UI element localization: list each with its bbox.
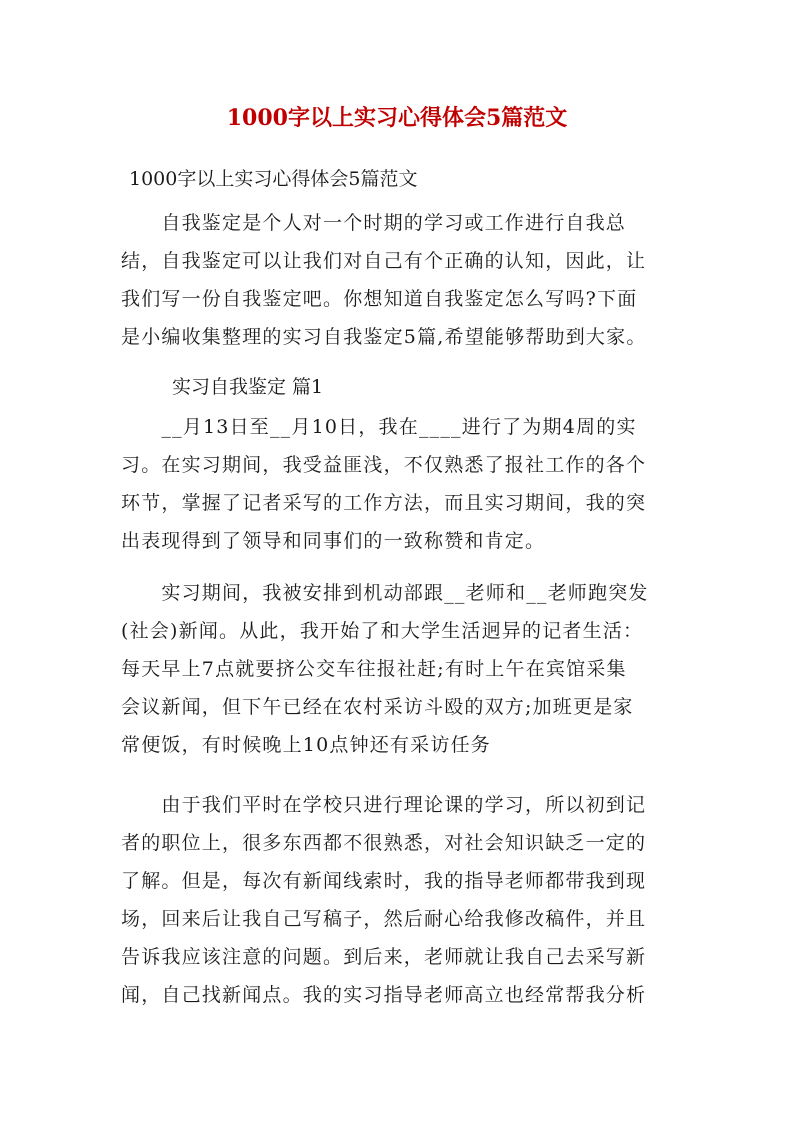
intro-paragraph xyxy=(121,204,681,356)
text-line: 常便饭，有时候晚上10点钟还有采访任务 xyxy=(121,734,491,756)
paragraph-1 xyxy=(121,408,681,560)
text-line: 会议新闻，但下午已经在农村采访斗殴的双方;加班更是家 xyxy=(121,696,634,718)
paragraph-3 xyxy=(121,786,681,1014)
text-line: 者的职位上，很多东西都不很熟悉，对社会知识缺乏一定的 xyxy=(121,832,647,854)
text-line: 每天早上7点就要挤公交车往报社赶;有时上午在宾馆采集 xyxy=(121,658,627,680)
text-line: 由于我们平时在学校只进行理论课的学习，所以初到记 xyxy=(121,794,647,816)
document-subtitle: 1000字以上实习心得体会5篇范文 xyxy=(129,168,418,190)
text-line: 闻，自己找新闻点。我的实习指导老师高立也经常帮我分析 xyxy=(121,984,647,1006)
text-line: 实习期间，我被安排到机动部跟__老师和__老师跑突发 xyxy=(121,582,649,604)
text-line: 结，自我鉴定可以让我们对自己有个正确的认知，因此，让 xyxy=(121,250,647,272)
text-line: 告诉我应该注意的问题。到后来，老师就让我自己去采写新 xyxy=(121,946,647,968)
text-line: 环节，掌握了记者采写的工作方法，而且实习期间，我的突 xyxy=(121,492,647,514)
text-line: (社会)新闻。从此，我开始了和大学生活迥异的记者生活： xyxy=(121,620,644,642)
text-line: 出表现得到了领导和同事们的一致称赞和肯定。 xyxy=(121,530,546,552)
text-line: 习。在实习期间，我受益匪浅，不仅熟悉了报社工作的各个 xyxy=(121,454,647,476)
document-title: 1000字以上实习心得体会5篇范文 xyxy=(226,105,568,131)
paragraph-2 xyxy=(121,574,681,764)
text-line: __月13日至__月10日，我在____进行了为期4周的实 xyxy=(121,416,637,438)
section-heading: 实习自我鉴定 篇1 xyxy=(172,376,324,398)
text-line: 了解。但是，每次有新闻线索时，我的指导老师都带我到现 xyxy=(121,870,647,892)
text-line: 是小编收集整理的实习自我鉴定5篇,希望能够帮助到大家。 xyxy=(121,326,647,348)
text-line: 自我鉴定是个人对一个时期的学习或工作进行自我总 xyxy=(121,212,627,234)
text-line: 场，回来后让我自己写稿子，然后耐心给我修改稿件，并且 xyxy=(121,908,647,930)
text-line: 我们写一份自我鉴定吧。你想知道自我鉴定怎么写吗?下面 xyxy=(121,288,638,310)
